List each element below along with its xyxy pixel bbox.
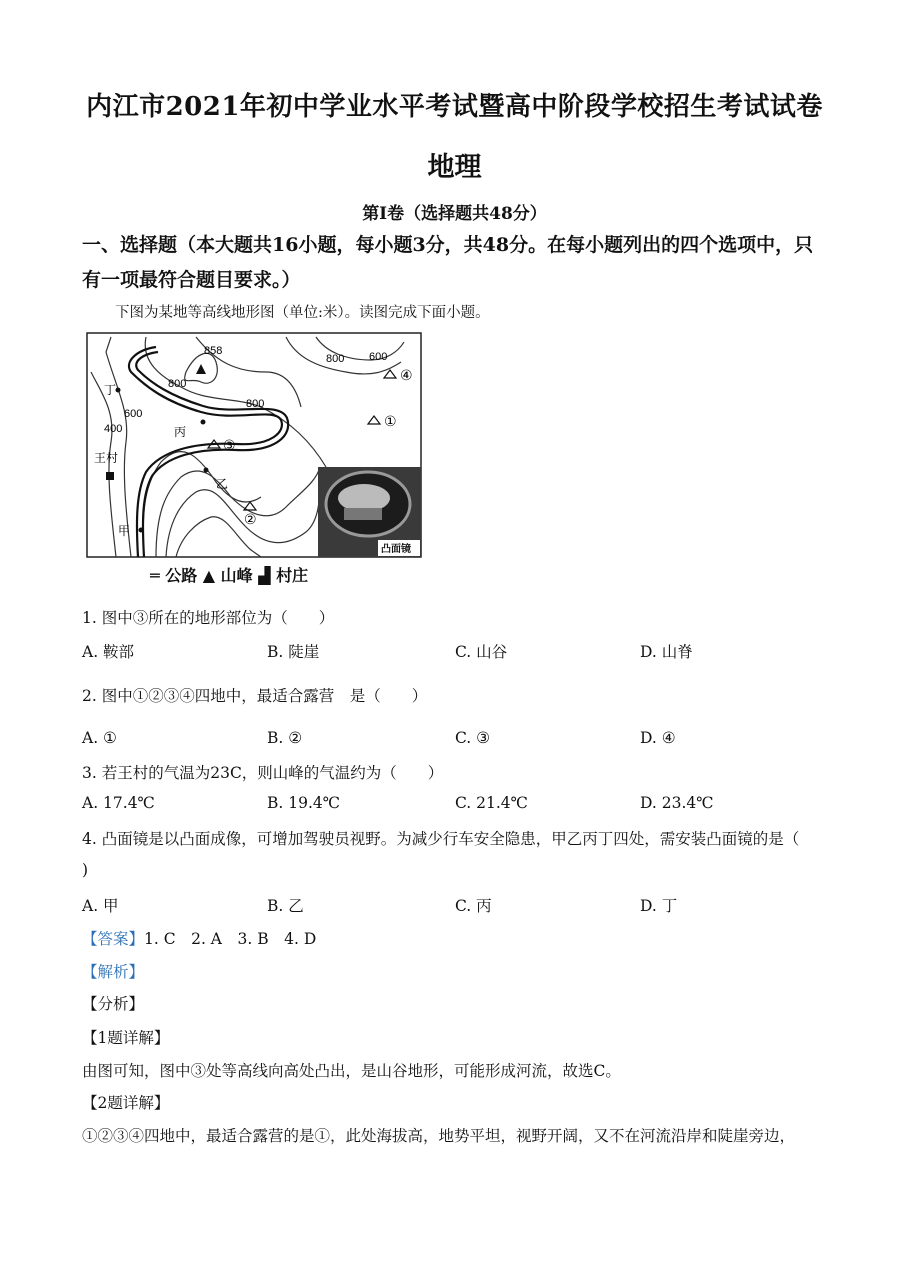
q2-option-b: B. ②	[267, 729, 303, 747]
contour-label-400: 400	[104, 423, 123, 435]
village-icon	[106, 472, 114, 480]
question-4: 4. 凸面镜是以凸面成像，可增加驾驶员视野。为减少行车安全隐患，甲乙丙丁四处，需安装凸面镜的是（	[82, 830, 800, 848]
q3-option-d: D. 23.4℃	[640, 794, 714, 812]
point-marker	[204, 468, 209, 473]
village-label: 王村	[94, 451, 119, 465]
q3-option-b: B. 19.4℃	[267, 794, 341, 812]
point-ding: 丁	[104, 383, 117, 397]
contour-label-600: 600	[124, 408, 143, 420]
question-2: 2. 图中①②③④四地中，最适合露营 是（ ）	[82, 687, 428, 705]
peak-elevation: 858	[204, 345, 223, 357]
fenxi-tag: 【分析】	[82, 995, 145, 1013]
contour-label-600: 600	[369, 351, 388, 363]
contour-map-figure	[86, 332, 422, 558]
q2-detail-text: ①②③④四地中，最适合露营的是①，此处海拔高，地势平坦，视野开阔，又不在河流沿岸和陡崖旁边，	[82, 1127, 796, 1145]
campsite-3: ③	[223, 438, 236, 454]
contour-label-800: 800	[326, 353, 345, 365]
q2-option-a: A. ①	[82, 729, 117, 747]
analysis-tag: 【解析】	[82, 963, 145, 981]
question-4-cont: )	[82, 861, 89, 879]
q4-option-a: A. 甲	[82, 897, 119, 915]
campsite-1: ①	[384, 414, 397, 430]
question-1: 1. 图中③所在的地形部位为（ ）	[82, 609, 335, 627]
q1-option-b: B. 陡崖	[267, 643, 320, 661]
q1-option-d: D. 山脊	[640, 643, 693, 661]
q1-detail-tag: 【1题详解】	[82, 1029, 170, 1047]
q1-detail-text: 由图可知，图中③处等高线向高处凸出，是山谷地形，可能形成河流，故选C。	[82, 1062, 621, 1080]
q1-option-a: A. 鞍部	[82, 643, 135, 661]
exam-title: 内江市2021年初中学业水平考试暨高中阶段学校招生考试试卷	[86, 92, 823, 122]
point-bing: 丙	[174, 425, 187, 439]
q3-option-a: A. 17.4℃	[82, 794, 155, 812]
answer-line	[82, 927, 842, 949]
question-3: 3. 若王村的气温为23C，则山峰的气温约为（ ）	[82, 764, 444, 782]
point-jia: 甲	[118, 524, 131, 538]
question-intro: 下图为某地等高线地形图（单位:米）。读图完成下面小题。	[115, 305, 490, 321]
mirror-caption: 凸面镜	[381, 544, 411, 555]
part-title: 第Ⅰ卷（选择题共48分）	[362, 204, 547, 224]
point-yi: 乙	[216, 477, 229, 491]
point-marker	[201, 420, 206, 425]
q4-option-d: D. 丁	[640, 897, 678, 915]
q2-option-d: D. ④	[640, 729, 676, 747]
q4-option-b: B. 乙	[267, 897, 304, 915]
point-marker	[116, 388, 121, 393]
contour-label-800: 800	[168, 378, 187, 390]
q2-detail-tag: 【2题详解】	[82, 1094, 170, 1112]
q2-option-c: C. ③	[455, 729, 491, 747]
q4-option-c: C. 丙	[455, 897, 492, 915]
answer-tag: 【答案】	[82, 930, 145, 948]
contour-label-800: 800	[246, 398, 265, 410]
subject-title: 地理	[427, 152, 482, 183]
map-legend: ═ 公路 ▲ 山峰 ▟ 村庄	[150, 566, 309, 585]
campsite-2: ②	[244, 512, 257, 528]
answer-text: 1. C 2. A 3. B 4. D	[144, 930, 317, 948]
section-heading: 一、选择题（本大题共16小题，每小题3分，共48分。在每小题列出的四个选项中，只有一项最符合题目要求。）	[82, 234, 814, 291]
campsite-4: ④	[400, 368, 413, 384]
point-marker	[139, 528, 144, 533]
q3-option-c: C. 21.4℃	[455, 794, 529, 812]
convex-mirror-photo	[318, 467, 421, 557]
q1-option-c: C. 山谷	[455, 643, 508, 661]
